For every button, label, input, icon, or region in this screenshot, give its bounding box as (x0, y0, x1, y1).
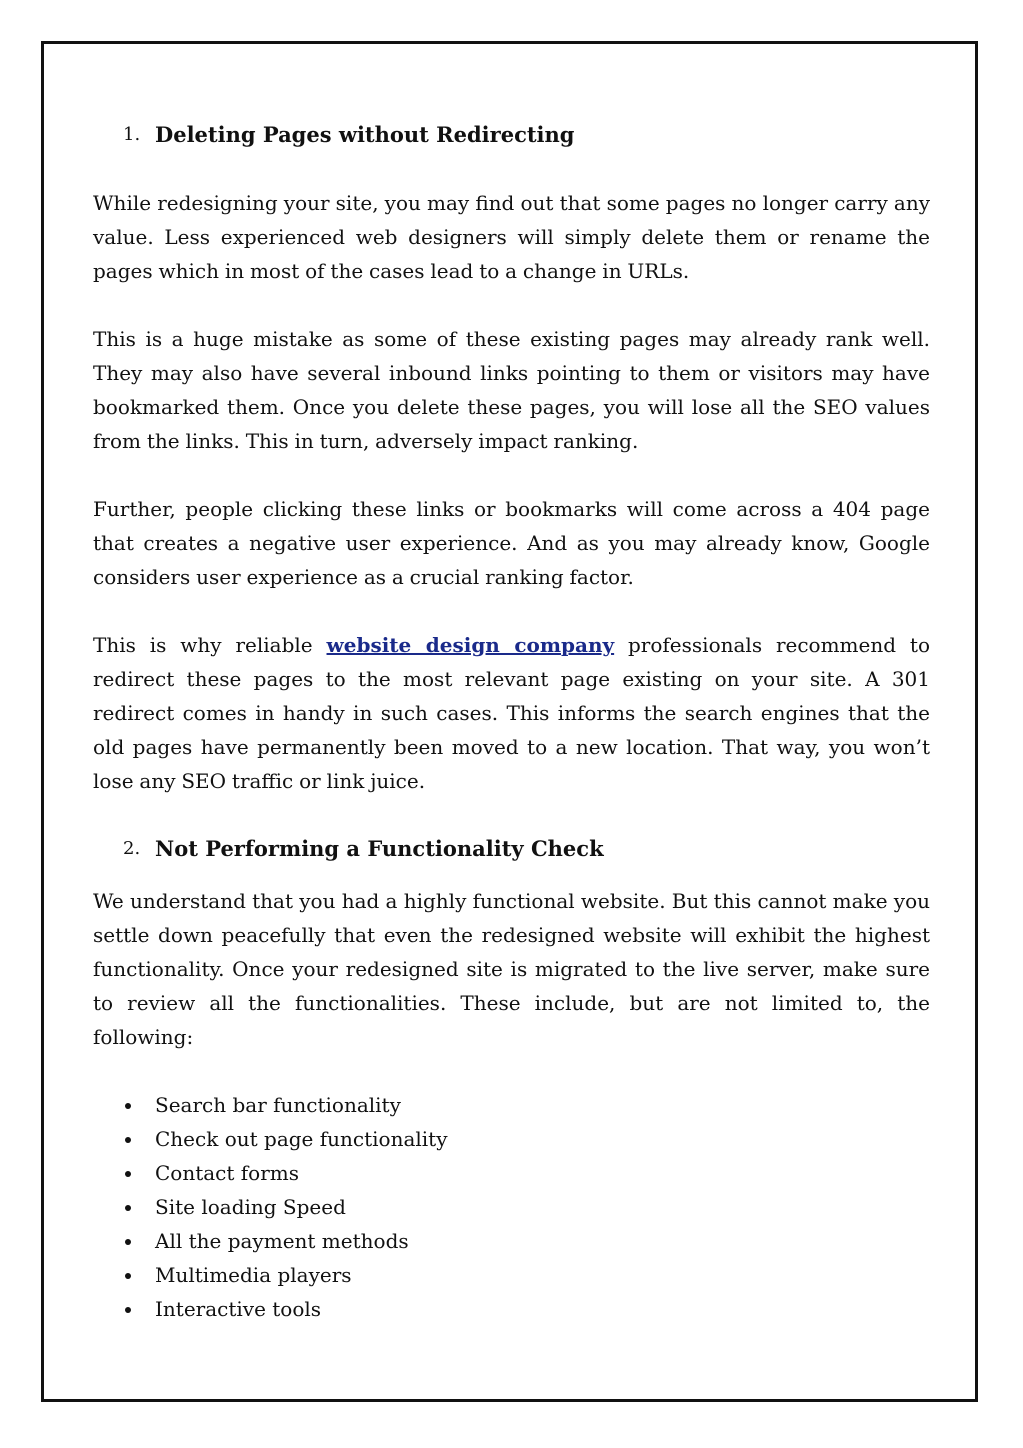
website-design-company-link[interactable]: website design company (326, 633, 615, 657)
list-item (93, 1258, 930, 1292)
paragraph-4-lead: This is why reliable (93, 633, 327, 657)
list-item (93, 1088, 930, 1122)
bullet-icon (125, 1103, 131, 1109)
section-heading-2 (93, 832, 930, 866)
list-item (93, 1122, 930, 1156)
section-heading-1 (93, 118, 930, 152)
section-title-2: Not Performing a Functionality Check (155, 836, 604, 861)
paragraph-3: Further, people clicking these links or bookmarks will come across a 404 page that creates a negative user experience. And as you may already know, Google considers user experience as a crucial ranking factor. (93, 497, 930, 589)
list-item-label: Contact forms (155, 1161, 300, 1185)
list-item-label: Interactive tools (155, 1297, 322, 1321)
list-item-label: Site loading Speed (155, 1195, 346, 1219)
paragraph-5: We understand that you had a highly functional website. But this cannot make you settle down peacefully that even the redesigned website will exhibit the highest functionality. Once your redesigned site is migrated to the live server, make sure to review all the functionalities. These include, but are not limited to, the following: (93, 889, 930, 1049)
section-title-1: Deleting Pages without Redirecting (155, 122, 575, 147)
bullet-icon (125, 1137, 131, 1143)
list-item-label: Search bar functionality (155, 1093, 401, 1117)
bullet-icon (125, 1307, 131, 1313)
paragraph-1: While redesigning your site, you may find out that some pages no longer carry any value. Less experienced web designers will simply delete them or rename the pages which in most of the cases lead to a change in URLs. (93, 191, 930, 283)
paragraph-4 (93, 628, 930, 798)
document-body (93, 118, 930, 1326)
list-item (93, 1190, 930, 1224)
paragraph-2: This is a huge mistake as some of these existing pages may already rank well. They may also have several inbound links pointing to them or visitors may have bookmarked them. Once you delete these pages, you will lose all the SEO values from the links. This in turn, adversely impact ranking. (93, 327, 930, 453)
list-item-label: Multimedia players (155, 1263, 352, 1287)
bullet-icon (125, 1171, 131, 1177)
section-number-2: 2. (123, 838, 141, 859)
list-item (93, 1224, 930, 1258)
bullet-icon (125, 1273, 131, 1279)
bullet-icon (125, 1239, 131, 1245)
list-item-label: Check out page functionality (155, 1127, 448, 1151)
bullet-icon (125, 1205, 131, 1211)
list-item (93, 1156, 930, 1190)
list-item-label: All the payment methods (155, 1229, 409, 1253)
list-item (93, 1292, 930, 1326)
section-number-1: 1. (123, 124, 141, 145)
functionality-checklist (93, 1088, 930, 1326)
paragraph-4-rest: professionals recommend to redirect these pages to the most relevant page existing on your site. A 301 redirect comes in handy in such cases. This informs the search engines that the old pages have permanently been moved to a new location. That way, you won’t lose any SEO traffic or link juice. (93, 633, 931, 793)
